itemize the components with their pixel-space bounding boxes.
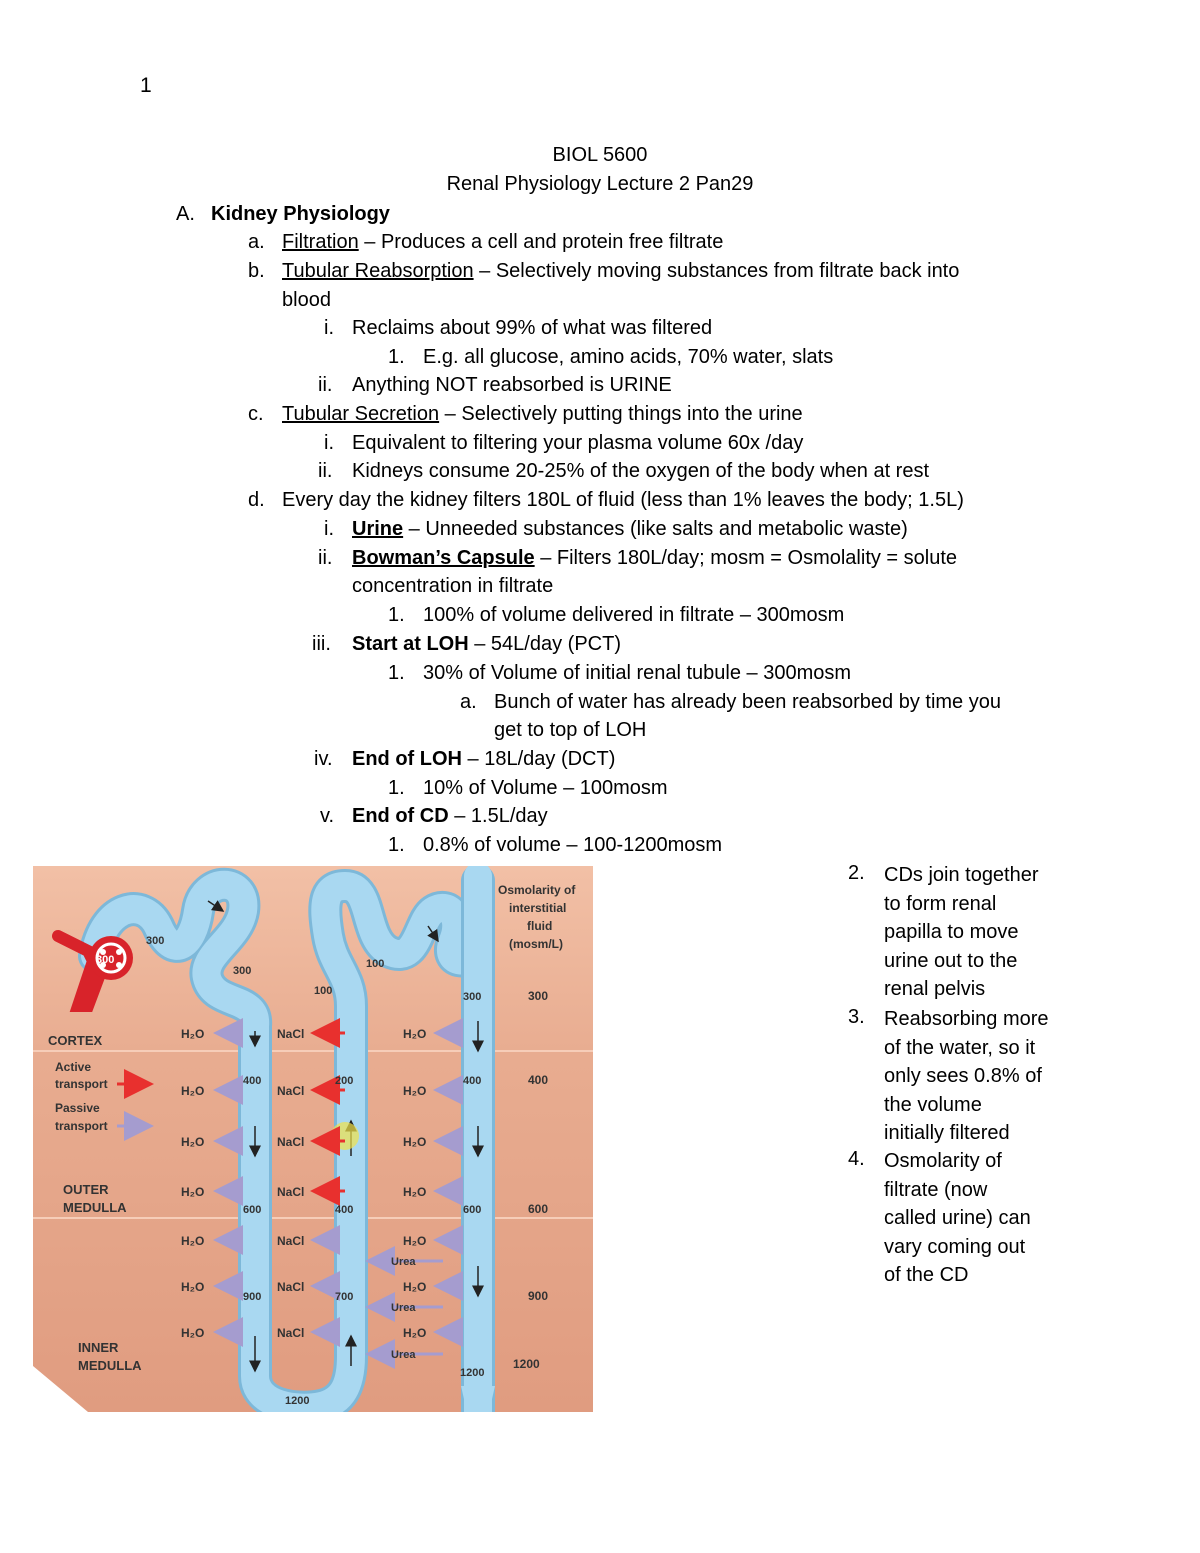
- outline-item: 0.8% of volume – 100-1200mosm: [423, 834, 723, 856]
- legend-title-line: (mosm/L): [509, 937, 563, 951]
- outline-item: Every day the kidney filters 180L of fluid (less than 1% leaves the body; 1.5L): [282, 489, 964, 511]
- side-note-line: of the water, so it: [884, 1036, 1036, 1059]
- term: Start at LOH: [352, 633, 469, 655]
- outline-marker: d.: [248, 489, 265, 511]
- outline-item: 100% of volume delivered in filtrate – 300mosm: [423, 604, 845, 626]
- outline-marker: ii.: [318, 460, 333, 482]
- water-label: H₂O: [403, 1084, 427, 1098]
- side-note: [884, 861, 1039, 1004]
- outline-marker: c.: [248, 403, 264, 425]
- water-label: H₂O: [403, 1185, 427, 1199]
- outline-marker: A.: [176, 203, 195, 225]
- side-note-line: initially filtered: [884, 1122, 1010, 1145]
- outline-marker: 1.: [388, 662, 405, 684]
- side-note-marker: 4.: [848, 1148, 865, 1170]
- active-legend-label: transport: [55, 1077, 108, 1091]
- outline-item: [282, 401, 803, 427]
- tubule-value: 600: [463, 1204, 482, 1216]
- term: Urine: [352, 518, 404, 540]
- tubule-value: 100: [314, 985, 333, 997]
- term: Filtration: [282, 231, 359, 253]
- item-text: – 54L/day (PCT): [468, 633, 621, 655]
- outline-marker: i.: [324, 432, 334, 454]
- highlight-marker: [331, 1122, 359, 1150]
- item-continuation: concentration in filtrate: [352, 575, 554, 597]
- side-note-line: renal pelvis: [884, 978, 986, 1001]
- interstitial-value: 900: [528, 1289, 549, 1303]
- salt-label: NaCl: [277, 1280, 305, 1294]
- outline-marker: 1.: [388, 604, 405, 626]
- outline-item: [352, 631, 621, 657]
- water-label: H₂O: [403, 1027, 427, 1041]
- interstitial-value: 300: [528, 989, 549, 1003]
- term: Tubular Reabsorption: [282, 260, 474, 282]
- side-note-line: vary coming out: [884, 1235, 1026, 1258]
- inner-medulla-label: MEDULLA: [78, 1358, 142, 1373]
- salt-label: NaCl: [277, 1326, 305, 1340]
- outline-item: Equivalent to filtering your plasma volume 60x /day: [352, 432, 804, 454]
- term: End of LOH: [352, 748, 462, 770]
- tubule-value: 600: [243, 1204, 262, 1216]
- interstitial-value: 1200: [513, 1357, 540, 1371]
- water-label: H₂O: [181, 1234, 205, 1248]
- item-text: – Unneeded substances (like salts and metabolic waste): [403, 518, 908, 540]
- legend-title-line: fluid: [527, 919, 553, 933]
- side-note-line: of the CD: [884, 1264, 969, 1287]
- inner-medulla-label: INNER: [78, 1340, 119, 1355]
- side-note-line: only sees 0.8% of: [884, 1065, 1042, 1088]
- item-text: – 18L/day (DCT): [461, 748, 616, 770]
- outline-marker: 1.: [388, 834, 405, 856]
- tubule-value: 200: [335, 1075, 354, 1087]
- side-note: [884, 1147, 1031, 1290]
- water-label: H₂O: [181, 1185, 205, 1199]
- water-label: H₂O: [181, 1326, 205, 1340]
- water-label: H₂O: [403, 1326, 427, 1340]
- side-note-marker: 2.: [848, 862, 865, 884]
- legend-title-line: Osmolarity of: [498, 883, 576, 897]
- salt-label: NaCl: [277, 1234, 305, 1248]
- salt-label: NaCl: [277, 1135, 305, 1149]
- water-label: H₂O: [403, 1135, 427, 1149]
- outline-marker: b.: [248, 260, 265, 282]
- side-note-line: to form renal: [884, 892, 997, 915]
- tubule-value: 1200: [285, 1395, 310, 1407]
- side-note-line: called urine) can: [884, 1207, 1031, 1230]
- urea-label: Urea: [391, 1349, 416, 1361]
- water-label: H₂O: [181, 1084, 205, 1098]
- outline-item: E.g. all glucose, amino acids, 70% water, slats: [423, 346, 834, 368]
- outline-marker: v.: [320, 805, 335, 827]
- side-note-line: papilla to move: [884, 921, 1019, 944]
- side-note-line: filtrate (now: [884, 1178, 988, 1201]
- outline-item: Anything NOT reabsorbed is URINE: [352, 374, 672, 396]
- nephron-diagram: [33, 866, 593, 1412]
- tubule-value: 300: [96, 954, 115, 966]
- salt-label: NaCl: [277, 1185, 305, 1199]
- side-note-line: CDs join together: [884, 864, 1039, 886]
- outline-item: [352, 746, 615, 772]
- tubule-value: 300: [233, 965, 252, 977]
- item-text: – 1.5L/day: [448, 805, 548, 827]
- water-label: H₂O: [181, 1135, 205, 1149]
- outline-marker: i.: [324, 518, 334, 540]
- outer-medulla-label: MEDULLA: [63, 1200, 127, 1215]
- outline-marker: iii.: [312, 633, 331, 655]
- side-note-line: the volume: [884, 1093, 982, 1116]
- outline-item: 30% of Volume of initial renal tubule – 300mosm: [423, 662, 852, 684]
- passive-legend-label: transport: [55, 1119, 108, 1133]
- term: Bowman’s Capsule: [352, 547, 535, 569]
- outline-item: Reclaims about 99% of what was filtered: [352, 317, 713, 339]
- interstitial-value: 600: [528, 1202, 549, 1216]
- tubule-value: 400: [335, 1204, 354, 1216]
- item-text: – Selectively putting things into the urine: [439, 403, 803, 425]
- course-title: BIOL 5600: [552, 144, 648, 166]
- outline-item: [282, 258, 959, 284]
- outline-item: [352, 516, 908, 542]
- outline-item: Kidneys consume 20-25% of the oxygen of the body when at rest: [352, 460, 930, 482]
- interstitial-value: 400: [528, 1073, 549, 1087]
- legend-title-line: interstitial: [509, 901, 567, 915]
- salt-label: NaCl: [277, 1084, 305, 1098]
- item-text: – Produces a cell and protein free filtrate: [358, 231, 724, 253]
- outline-marker: a.: [460, 691, 477, 713]
- section-title: Kidney Physiology: [211, 203, 390, 225]
- passive-legend-label: Passive: [55, 1101, 100, 1115]
- outline-item: [282, 229, 723, 255]
- active-legend-label: Active: [55, 1060, 92, 1074]
- urea-label: Urea: [391, 1302, 416, 1314]
- item-text: – Selectively moving substances from filtrate back into: [473, 260, 960, 282]
- outline-marker: ii.: [318, 374, 333, 396]
- lecture-title: Renal Physiology Lecture 2 Pan29: [446, 173, 754, 195]
- urea-label: Urea: [391, 1256, 416, 1268]
- tubule-value: 400: [463, 1075, 482, 1087]
- outline-marker: 1.: [388, 777, 405, 799]
- page-number: 1: [140, 74, 152, 97]
- outline-marker: i.: [324, 317, 334, 339]
- outline-item: [352, 803, 548, 829]
- tubule-value: 400: [243, 1075, 262, 1087]
- outline-item: [352, 545, 957, 571]
- outline-item: 10% of Volume – 100mosm: [423, 777, 668, 799]
- water-label: H₂O: [403, 1234, 427, 1248]
- item-text: – Filters 180L/day; mosm = Osmolality = solute: [534, 547, 958, 569]
- item-continuation: blood: [282, 289, 331, 311]
- cortex-label: CORTEX: [48, 1033, 103, 1048]
- side-note-marker: 3.: [848, 1006, 865, 1028]
- outer-medulla-label: OUTER: [63, 1182, 109, 1197]
- tubule-value: 700: [335, 1291, 354, 1303]
- side-note: [884, 1005, 1049, 1148]
- side-note-line: Reabsorbing more: [884, 1008, 1049, 1030]
- tubule-value: 900: [243, 1291, 262, 1303]
- outline-marker: a.: [248, 231, 265, 253]
- outline-marker: 1.: [388, 346, 405, 368]
- tubule-value: 100: [366, 958, 385, 970]
- outline-marker: ii.: [318, 547, 333, 569]
- tubule-value: 1200: [460, 1367, 485, 1379]
- outline-item: Bunch of water has already been reabsorbed by time you: [494, 691, 1001, 713]
- salt-label: NaCl: [277, 1027, 305, 1041]
- side-note-line: Osmolarity of: [884, 1150, 1002, 1172]
- water-label: H₂O: [181, 1027, 205, 1041]
- water-label: H₂O: [181, 1280, 205, 1294]
- outline-marker: iv.: [314, 748, 333, 770]
- tubule-value: 300: [146, 935, 165, 947]
- item-continuation: get to top of LOH: [494, 719, 647, 741]
- side-note-line: urine out to the: [884, 949, 1018, 972]
- water-label: H₂O: [403, 1280, 427, 1294]
- term: Tubular Secretion: [282, 403, 440, 425]
- tubule-value: 300: [463, 991, 482, 1003]
- term: End of CD: [352, 805, 449, 827]
